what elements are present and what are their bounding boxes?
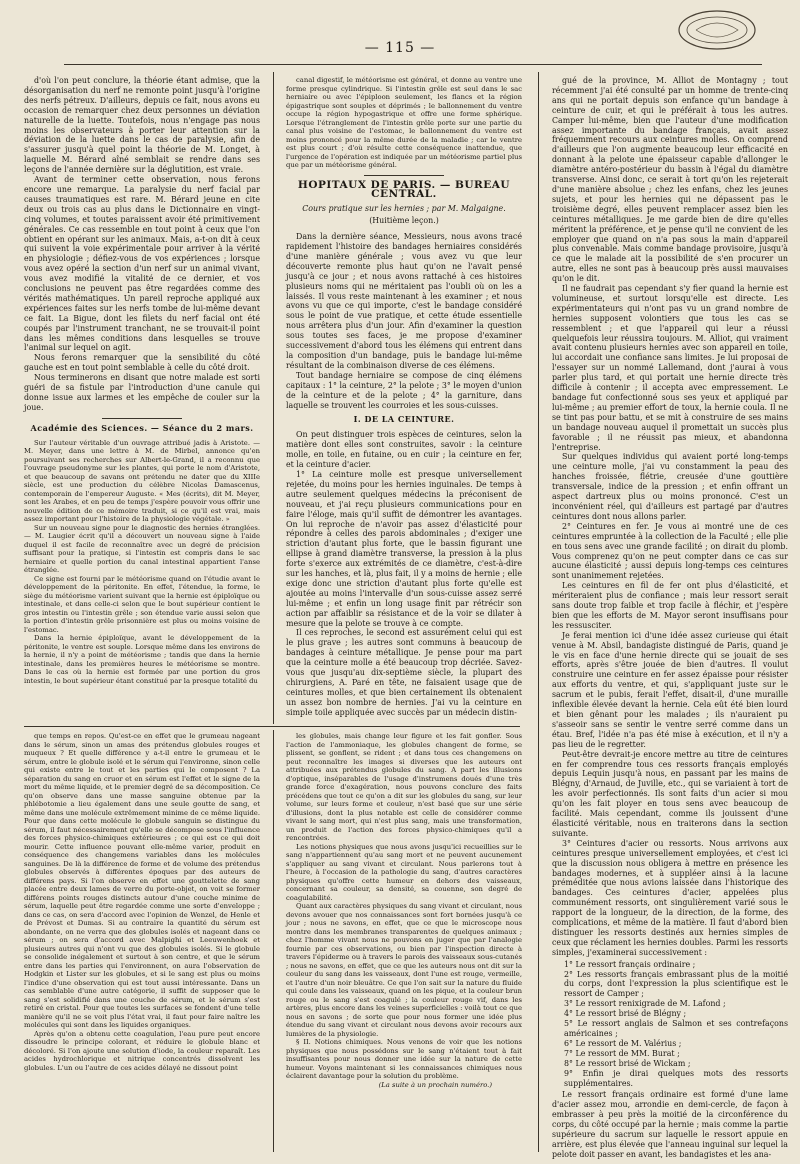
section-divider — [102, 418, 182, 419]
continuation-note: (La suite à un prochain numéro.) — [378, 1080, 492, 1089]
paragraph: Sur quelques individus qui avaient porté long-temps une ceinture molle, j'ai vu constamment la peau des hanches froissée, flétrie, creusée d'une gouttière transversale, indice de la pression ; et enfin offrant un aspect dartreux plus ou moins prononcé. C'est un inconvénient réel, qui d'ailleurs est partagé par d'autres ceintures dont nous allons parler. — [552, 452, 788, 521]
list — [552, 960, 788, 1089]
paragraph: gué de la province, M. Alliot de Montagny ; tout récemment j'ai été consulté par un homme de trente-cinq ans qui ne portait depuis son enfance qu'un bandage à ceinture de cuir, et qui le préférait à tous les autres. Camper lui-même, bien que l'auteur d'une modification assez importante du bandage français, avait assez fréquemment recours aux ceintures molles. On comprend d'ailleurs que l'on augmente beaucoup leur efficacité en donnant à la pelote une épaisseur capable d'allonger le diamètre antéro-postérieur du bassin à l'égal du diamètre transverse. Ainsi donc, ce serait à tort qu'on les rejeterait d'une manière absolue ; chez les enfans, chez les jeunes sujets, et pour les hernies qui ne dépassent pas le troisième degré, elles peuvent remplacer assez bien les ceintures métalliques. Je me garde bien de dire qu'elles méritent la préférence, et je pense qu'il ne convient de les employer que quand on n'a pas sous la main d'appareil plus convenable. Mais comme bandage provisoire, jusqu'à ce que le malade ait la possibilité de s'en procurer un autre, elles ne sont pas à beaucoup près aussi mauvaises qu'on le dit. — [552, 76, 788, 284]
list-item: 3° Le ressort renixigrade de M. Lafond ; — [564, 999, 726, 1009]
list-item: 7° Le ressort de MM. Burat ; — [564, 1048, 680, 1058]
column-divider — [273, 730, 274, 1152]
section-title: Académie des Sciences. — Séance du 2 mars. — [30, 422, 254, 433]
article-heading: HOPITAUX DE PARIS. — BUREAU CENTRAL. — [297, 178, 511, 201]
column-2 — [286, 76, 522, 722]
column-divider — [273, 72, 274, 724]
paragraph: Nous terminerons en disant que notre malade est sorti guéri de sa fistule par l'introduction d'une canule qui donne issue aux larmes et les empêche de couler sur la joue. — [24, 373, 260, 412]
column-5 — [286, 732, 522, 1150]
paragraph: Avant de terminer cette observation, nous ferons encore une remarque. La paralysie du nerf facial par causes traumatiques est rare. M. Bérard jeune en cite deux ou trois cas au plus dans le Dictionnaire en vingt-cinq volumes, et toutes paraissent avoir été primitivement générales. Ce cas ressemble en tout point à ceux que l'on obtient en opérant sur les animaux. Mais, a-t-on dit à ceux qui suivent la voie expérimentale pour arriver à la vérité en physiologie ; défiez-vous de vos expériences ; lorsque vous avez opéré la section d'un nerf sur un animal vivant, vous avez modifié la vitalité de ce dernier, et vos conclusions ne peuvent pas être regardées comme des vérités mathématiques. Un pareil reproche appliqué aux expériences faites sur les nerfs tombe de lui-même devant ce fait. La Bigue, dont les filets du nerf facial ont été coupés par l'instrument tranchant, ne se trouvait-il point dans les mêmes conditions dans lesquelles se trouve l'animal sur lequel on agit. — [24, 175, 260, 353]
column-divider — [538, 72, 539, 1152]
paragraph: On peut distinguer trois espèces de ceintures, selon la matière dont elles sont construites, savoir : la ceinture molle, en toile, en futaine, ou en cuir ; la ceinture en fer, et la ceinture d'acier. — [286, 430, 522, 470]
paragraph: Sur l'auteur véritable d'un ouvrage attribué jadis à Aristote. — M. Meyer, dans une lettre à M. de Mirbel, annonce qu'en poursuivant ses recherches sur Albert-le-Grand, il a reconnu que l'ouvrage pseudonyme sur les plantes, qui porte le nom d'Aristote, et que beaucoup de savans ont prétendu ne dater que du XIIIe siècle, est une production du célèbre Nicolas Damascenus, contemporain de l'empereur Auguste. « Mes (écrits), dit M. Meyer, sont les Arabes, et en peu de temps j'espère pouvoir vous offrir une nouvelle édition de ce mémoire traduit, si ce qu'il est vrai, mais assez important pour l'histoire de la physiologie végétale. » — [24, 438, 260, 524]
section-title: I. DE LA CEINTURE. — [353, 414, 455, 425]
paragraph: Il ne faudrait pas cependant s'y fier quand la hernie est volumineuse, et surtout lorsqu'elle est directe. Les expérimentateurs qui n'ont pas vu un grand nombre de hernies supposent volontiers que tous les cas se ressemblent ; et que l'appareil qui leur a réussi quelquefois leur réussira toujours. M. Alliot, qui vraiment avait contenu plusieurs hernies avec son appareil en toile, lui accordait une confiance sans limites. Je lui proposai de l'essayer sur un nommé Lallemand, dont j'aurai à vous parler plus tard, et qui portait une hernie directe très difficile à contenir ; il accepta avec empressement. Le bandage fut confectionné sous ses yeux et appliqué par lui-même ; au premier effort de toux, la hernie coula. Il ne se tint pas pour battu, et se mit à construire de ses mains un bandage nouveau auquel il promettait un succès plus favorable ; il ne réussit pas mieux, et abandonna l'entreprise. — [552, 284, 788, 452]
paragraph: Les ceintures en fil de fer ont plus d'élasticité, et mériteraient plus de confiance ; mais leur ressort serait sans doute trop faible et trop facile à fléchir, et j'espère bien que les efforts de M. Mayor seront insuffisans pour les ressusciter. — [552, 581, 788, 630]
list-item: 9° Enfin je dirai quelques mots des ressorts supplémentaires. — [564, 1068, 788, 1088]
paragraph: que temps en repos. Qu'est-ce en effet que le grumeau nageant dans le sérum, sinon un amas des prétendus globules rouges et muqueux ? Et quelle différence y a-t-il entre le grumeau et le sérum, entre le globule isolé et le sérum qui l'environne, sinon celle qui existe entre le tout et les parties qui le composent ? La séparation du sang en cruor et en sérum est l'effet et le signe de la mort du même liquide, et le premier degré de sa décomposition. Ce qu'on observe dans une masse sanguine obtenue par la phlébotomie a lieu également dans une seule goutte de sang, et même dans une molécule extrêmement minime de ce même liquide. Pour que dans cette molécule le globule sanguin se distingue du sérum, il faut nécessairement qu'elle se décompose sous l'influence des forces physico-chimiques extérieures ; ce qui est ce qui doit mourir. Cette influence pouvant elle-même varier, produit en conséquence des changemens variables dans les molécules sanguines. De là la différence de forme et de volume des prétendus globules observés à différentes époques par des auteurs de différens pays. Si l'on observe en effet une gouttelette de sang placée entre deux lames de verre du porte-objet, on voit se former différens points rouges distincts autour d'une couche minime de sérum, laquelle peut être regardée comme une sorte d'enveloppe ; dans ce cas, on sera d'accord avec l'opinion de Wenzel, de Henle et de Prévost et Dumas. Si au contraire la quantité du sérum est abondante, on ne verra que des globules isolés et nageant dans ce sérum ; on sera d'accord avec Malpighi et Leeuwenhoek et plusieurs autres qui n'ont vu que des globules isolés. Si le globule se consolide inégalement et surtout à son centre, et que le sérum entre dans les parties qui l'environnent, on aura l'observation de Hodgkin et Lister sur les globules, et si le sang est plus ou moins l'indice d'une observation qui est tout aussi intéressante. Dans un cas semblable d'une autre catégorie, il suffit de supposer que le sang s'est solidifié dans une couche de sérum, et le sérum s'est retiré en cristal. Pour que toutes les surfaces se fondent d'une telle manière qu'il ne se voit plus l'état vrai, il faut pour faire naître les molécules qui sont dans les liquides organiques. — [24, 732, 260, 1029]
lesson-number: (Huitième leçon.) — [369, 216, 439, 226]
paragraph: Ce signe est fourni par le météorisme quand on l'étudie avant le développement de la péritonite. En effet, l'étendue, la forme, le siège du météorisme varient suivant que la hernie est épiploïque ou intestinale, et dans celle-ci selon que le bout supérieur contient le gros intestin ou l'intestin grêle ; son étendue varie aussi selon que la portion d'intestin grêle prisonnière est plus ou moins voisine de l'estomac. — [24, 574, 260, 634]
paragraph: Tout bandage herniaire se compose de cinq élémens capitaux : 1° la ceinture, 2° la pelote ; 3° le moyen d'union de la ceinture et de la pelote ; 4° la garniture, dans laquelle se trouvent les courroies et les sous-cuisses. — [286, 370, 522, 410]
list-item: 5° Le ressort anglais de Salmon et ses contrefaçons américaines ; — [564, 1019, 788, 1038]
paragraph: Nous ferons remarquer que la sensibilité du côté gauche est en tout point semblable à celle du côté droit. — [24, 353, 260, 373]
list-item: 1° Le ressort français ordinaire ; — [564, 959, 696, 969]
paragraph: Les notions physiques que nous avons jusqu'ici recueillies sur le sang n'appartiennent qu'au sang mort et ne peuvent aucunement s'appliquer au sang vivant et circulant. Nous parlerons tout à l'heure, à l'occasion de la pathologie du sang, d'autres caractères physiques qu'offre cette humeur en dehors des vaisseaux, concernant sa couleur, sa densité, sa couenne, son degré de coagulabilité. — [286, 842, 522, 902]
paragraph: 3° Ceintures d'acier ou ressorts. Nous arrivons aux ceintures presque universellement employées, et c'est ici que la discussion nous obligera à mettre en présence les bandages modernes, et à suppléer ainsi à la lacune préméditée que nous avions laissée dans l'historique des bandages. Ces ceintures d'acier, appelées plus communément ressorts, ont singulièrement varié sous le rapport de la longueur, de la direction, de la forme, des complications, et même de la matière. Il faut d'abord bien distinguer les ressorts destinés aux hernies simples de ceux que réclament les hernies doubles. Parmi les ressorts simples, j'examinerai successivement : — [552, 838, 788, 957]
section-divider — [364, 175, 444, 176]
article-subheading: Cours pratique sur les hernies ; par M. Malgaigne. — [302, 204, 506, 214]
list-item: 4° Le ressort brisé de Blégny ; — [564, 1009, 687, 1019]
paragraph: 1° La ceinture molle est presque universellement rejetée, du moins pour les hernies inguinales. De temps à autre seulement quelques médecins la préconisent de nouveau, et j'ai reçu plusieurs communications pour en faire l'éloge, mais qu'il suffit de démontrer les avantages. On lui reproche de n'avoir pas assez d'élasticité pour répondre à celles des parois abdominales ; d'exiger une striction d'autant plus forte, que le bassin figurant une ellipse à grand diamètre transverse, la pression à la plus forte s'exerce aux extrémités de ce diamètre, c'est-à-dire sur les hanches, et là, plus fait, il y a moins de hernie ; elle exige donc une striction d'autant plus forte qu'elle est ajoutée au moins l'intervalle d'un sous-cuisse assez serré lui-même ; et enfin un long usage finit par rétrécir son action par affaiblir sa résistance et de la voir se dilater à mesure que la pelote se trouve à ce compte. — [286, 469, 522, 628]
page-number: — 115 — — [364, 40, 436, 56]
column-3 — [552, 76, 788, 1159]
library-stamp — [676, 8, 758, 52]
list-item: 6° Le ressort de M. Valérius ; — [564, 1038, 682, 1048]
paragraph: Peut-être devrait-je encore mettre au titre de ceintures en fer comprendre tous ces ressorts français employés depuis Lequin jusqu'à nous, en passant par les mains de Blégny, d'Arnaud, de Juville, etc., qui se variaient à tort de les avoir perfectionnés. Ils sont faits d'un acier si mou qu'on les fait ployer en tous sens avec beaucoup de facilité. Mais cependant, comme ils jouissent d'une élasticité véritable, nous en traiterons dans la section suivante. — [552, 749, 788, 838]
paragraph: d'où l'on peut conclure, la théorie étant admise, que la désorganisation du nerf ne remonte point jusqu'à l'origine des nerfs pétreux. D'ailleurs, depuis ce fait, nous avons eu occasion de remarquer chez deux personnes un déviation naturelle de la luette. Toutefois, nous n'engage pas nous moins les observateurs à porter leur attention sur la déviation de la luette dans le cas de paralysie, afin de s'assurer jusqu'à quel point la théorie de M. Longet, à laquelle M. Bérard aîné semblait se rendre dans ses leçons de l'année dernière sur la déglutition, est vraie. — [24, 76, 260, 175]
paragraph: Le ressort français ordinaire est formé d'une lame d'acier assez mou, arrondie en demi-cercle, de façon à embrasser à peu près la moitié de la circonférence du corps, du côté occupé par la hernie ; mais comme la partie supérieure du sacrum sur laquelle le ressort appuie en arrière, est plus élevée que l'anneau inguinal sur lequel la pelote doit passer en avant, les bandagistes et les ana- — [552, 1090, 788, 1159]
column-1 — [24, 76, 260, 722]
paragraph: canal digestif, le météorisme est général, et donne au ventre une forme presque cylindrique. Si l'intestin grêle est seul dans le sac herniaire ou avec l'épiploon seulement, les flancs et la région épigastrique sont souples et déprimés ; le ballonnement du ventre occupe la région hypogastrique et offre une forme sphérique. Lorsque l'étranglement de l'intestin grêle porte sur une partie du canal plus voisine de l'estomac, le ballonnement du ventre est moins prononcé pour la même durée de la maladie ; car le ventre est plus court ; d'où résulte cette conséquence inattendue, que l'urgence de l'opération est indiquée par un météorisme partiel plus que par un météorisme général. — [286, 76, 522, 169]
list-item: 8° Le ressort brisé de Wickam ; — [564, 1058, 691, 1068]
paragraph: Dans la dernière séance, Messieurs, nous avons tracé rapidement l'histoire des bandages herniaires considérés d'une manière générale ; vous avez vu que leur découverte remonte plus haut qu'on ne l'avait pensé jusqu'à ce jour ; et nous avons rattaché à ces histoires plusieurs noms qui ne méritaient pas l'oubli où on les a laissés. Il vous reste maintenant à les examiner ; et nous avons vu que ce qui importe, c'est le bandage considéré sous le point de vue pratique, et cette étude essentielle nous arrêtera plus d'un jour. Afin d'examiner la question sous toutes ses faces, je me propose d'examiner successivement d'abord tous les élémens qui entrent dans la composition d'un bandage, puis le bandage lui-même résultant de la combinaison diverse de ces élémens. — [286, 232, 522, 370]
section-rule — [24, 726, 520, 727]
paragraph: les globules, mais change leur figure et les fait gonfler. Sous l'action de l'ammoniaque, les globules changent de forme, se plissent, se gonflent, se rident ; et dans tous ces changemens on peut reconnaître les images si diverses que les auteurs ont attribuées aux prétendus globules du sang. A part les illusions d'optique, inséparables de l'usage d'instrumens doués d'une très grande force d'exagération, nous pouvons conclure des faits précédens que tout ce qu'on a dit sur les globules du sang, sur leur volume, sur leurs forme et couleur, n'est basé que sur une série d'illusions, dont la plus notable est celle de considérer comme vivant le sang mort, qui n'est plus sang, mais une transformation, un produit de l'action des forces physico-chimiques qu'il a rencontrées. — [286, 732, 522, 842]
paragraph: Je ferai mention ici d'une idée assez curieuse qui était venue à M. Absil, bandagiste distingué de Paris, quand je le vis en face d'une hernie directe qui se jouait de ses efforts, après s'être jouée de bien d'autres. Il voulut construire une ceinture en fer assez épaisse pour résister aux efforts du ventre, et qui, s'appliquant juste sur le sacrum et le pubis, ferait l'effet, disait-il, d'une muraille inflexible élevée devant la hernie. Cela eût été bien lourd et bien gênant pour les malades ; ils n'auraient pu s'asseoir sans se sentir le ventre serré comme dans un étau. Bref, l'idée n'a pas été mise à exécution, et il n'y a pas lieu de le regretter. — [552, 630, 788, 749]
paragraph: Quant aux caractères physiques du sang vivant et circulant, nous devons avouer que nos connaissances sont fort bornées jusqu'à ce jour ; nous ne savons, en effet, que ce que le microscope nous montre dans les membranes transparentes de quelques animaux ; chez l'homme vivant nous ne pouvons en juger que par l'analogie fournie par ces observations, ou bien par l'inspection directe à travers l'épiderme ou à travers le parois des vaisseaux sous-cutanés ; nous ne savons, en effet, que ce que les auteurs nous ont dit sur la couleur du sang dans les vaisseaux, dont l'une est rouge, vermeille, et l'autre d'un noir bleuâtre. Ce que l'on sait sur la nature du fluide qui coule dans les vaisseaux, quand on les pique, et la couleur brun rouge ou le sang s'est coagulé ; la couleur rouge vif, dans les artères, plus encore dans les veines superficielles : voilà tout ce que nous en savons ; de sorte que pour nous former une idée plus étendue du sang vivant et circulant nous devons avoir recours aux lumières de la physiologie. — [286, 902, 522, 1038]
column-4 — [24, 732, 260, 1150]
paragraph: Il ces reproches, le second est assurément celui qui est le plus grave ; les autres sont communs à beaucoup de bandages à ceinture métallique. Je pense pour ma part que la ceinture molle a été beaucoup trop décriée. Savez-vous que jusqu'au dix-septième siècle, la plupart des chirurgiens, A. Paré en tête, ne faisaient usage que de ceintures molles, et que bien certainement ils obtenaient un assez bon nombre de hernies. J'ai vu la ceinture en simple toile appliquée avec succès par un médecin distin- — [286, 628, 522, 717]
paragraph: Sur un nouveau signe pour le diagnostic des hernies étranglées. — M. Laugier écrit qu'il a découvert un nouveau signe à l'aide duquel il est facile de reconnaître avec un degré de précision suffisant pour la pratique, si l'intestin est compris dans le sac herniaire et quelle portion du canal intestinal appartient l'anse étranglée. — [24, 523, 260, 575]
header-rule — [64, 64, 762, 65]
list-item: 2° Les ressorts français embrassant plus de la moitié du corps, dont l'expression la plus scientifique est le ressort de Camper ; — [564, 969, 788, 999]
paragraph: 2° Ceintures en fer. Je vous ai montré une de ces ceintures empruntée à la collection de la Faculté ; elle plie en tous sens avec une grande facilité ; on dirait du plomb. Vous comprenez qu'on ne peut compter dans ce cas sur aucune élasticité ; aussi depuis long-temps ces ceintures sont unanimement rejetées. — [552, 521, 788, 581]
paragraph: Après qu'on a obtenu cette coagulation, l'eau pure peut encore dissoudre le principe colorant, et réduire le globule blanc et décoloré. Si l'on ajoute une solution d'iode, la couleur reparaît. Les acides hydrochlorique et nitrique concentrés dissolvent les globules. L'un ou l'autre de ces acides délayé ne dissout point — [24, 1029, 260, 1072]
paragraph: Dans la hernie épiploïque, avant le développement de la péritonite, le ventre est souple. Lorsque même dans les environs de la hernie, il n'y a point de météorisme ; tandis que dans la hernie intestinale, dans les premières heures le météorisme se montre. Dans le cas où la hernie est formée par une portion du gros intestin, le bout supérieur étant constitué par la presque totalité du — [24, 634, 260, 685]
paragraph: § II. Notions chimiques. Nous venons de voir que les notions physiques que nous possédons sur le sang n'étaient tout à fait insuffisantes pour nous donner une idée sur la nature de cette humeur. Voyons maintenant si les connaissances chimiques nous éclairent davantage pour la solution du problème. — [286, 1038, 522, 1080]
